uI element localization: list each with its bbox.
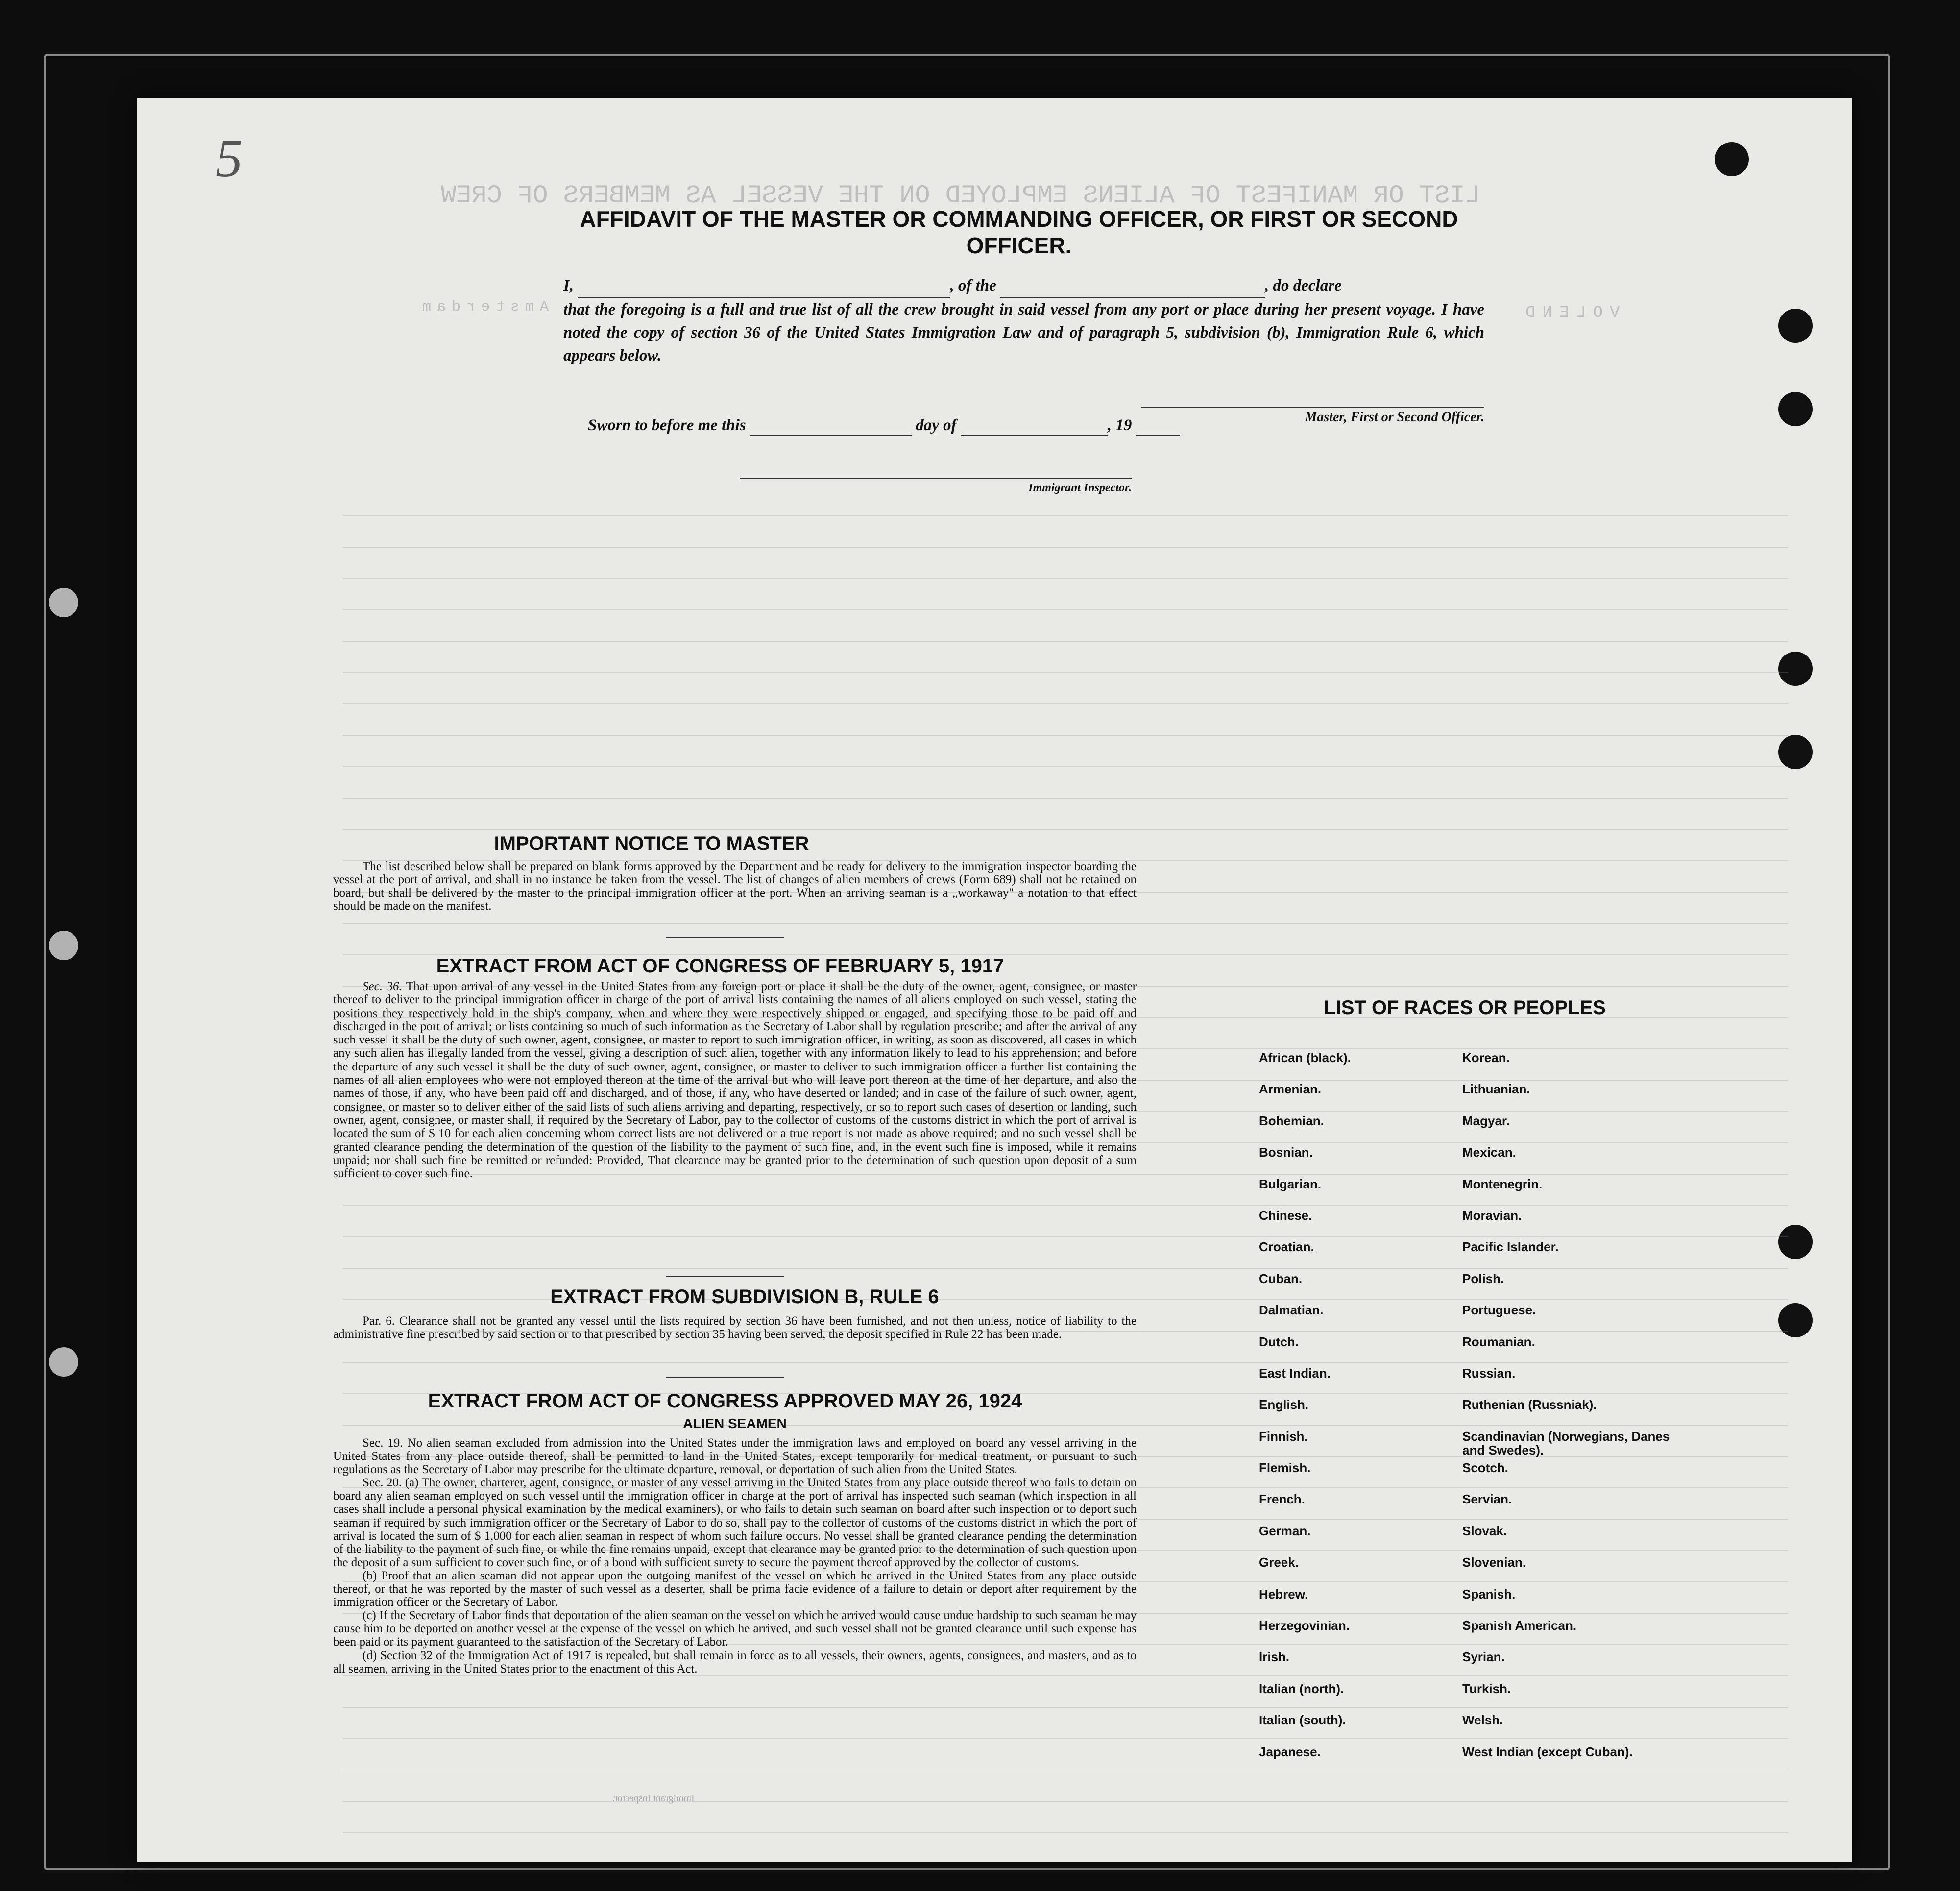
race-entry: Greek.	[1259, 1555, 1299, 1570]
race-entry: French.	[1259, 1492, 1305, 1507]
race-entry: Hebrew.	[1259, 1586, 1308, 1601]
affidavit-text	[563, 274, 1484, 367]
race-entry: Herzegovinian.	[1259, 1618, 1350, 1633]
extract-1924-paragraph: Sec. 19. No alien seaman excluded from admission into the United States under the immigration laws and employed on board any vessel arriving in the United States from any place outside thereof, shall be permitted to land in the United States, except temporarily for medical treatment, or pursuant to such regulations as the Secretary of Labor may prescribe for the ultimate departure, removal, or deportation of such alien from the United States.	[333, 1436, 1137, 1477]
race-entry: Italian (north).	[1259, 1681, 1344, 1696]
extract-1924-paragraph: (d) Section 32 of the Immigration Act of 1917 is repealed, but shall remain in force as to all vessels, their owners, agents, consignees, and masters, and as to all seamen, arriving in the United States prior to the enactment of this Act.	[333, 1649, 1137, 1675]
affidavit-body: that the foregoing is a full and true list of all the crew brought in said vessel from any port or place during her present voyage. I have noted the copy of section 36 of the United States Immigration Law and of paragraph 5, subdivision (b), Immigration Rule 6, which appears below.	[563, 301, 1484, 364]
signature-caption: Master, First or Second Officer.	[1141, 407, 1484, 425]
race-entry: Ruthenian (Russniak).	[1462, 1397, 1597, 1412]
affidavit-title: AFFIDAVIT OF THE MASTER OR COMMANDING OFFICER, OR FIRST OR SECOND OFFICER.	[580, 206, 1458, 258]
punch-hole	[1778, 309, 1813, 343]
race-entry: Slovenian.	[1462, 1555, 1526, 1570]
race-entry: Japanese.	[1259, 1744, 1321, 1759]
extract-rule6-title: EXTRACT FROM SUBDIVISION B, RULE 6	[550, 1286, 939, 1308]
race-entry: Moravian.	[1462, 1208, 1522, 1223]
race-entry: Flemish.	[1259, 1460, 1311, 1476]
divider	[666, 937, 784, 938]
extract-1924-body	[333, 1436, 1137, 1675]
extract-rule6-body: Par. 6. Clearance shall not be granted any vessel until the lists required by section 36 have been furnished, and not then unless, notice of liability to the administrative fine prescribed by said section or to that prescribed by section 35 having been served, the deposit specified in Rule 22 has been made.	[333, 1314, 1137, 1341]
extract-1924-paragraph: (c) If the Secretary of Labor finds that deportation of the alien seaman on the vessel on which he arrived would cause undue hardship to such seaman he may cause him to be deported on another vessel at the expense of the vessel on which he arrived, and such vessel shall not be granted clearance until such expense has been paid or its payment guaranteed to the satisfaction of the Secretary of Labor.	[333, 1609, 1137, 1649]
divider	[666, 1377, 784, 1378]
race-entry: Lithuanian.	[1462, 1082, 1530, 1097]
races-column-left	[1259, 1051, 1475, 1776]
race-entry: German.	[1259, 1523, 1311, 1538]
race-entry: Bosnian.	[1259, 1145, 1313, 1160]
bleed-through-vessel: VOLEND	[1519, 304, 1620, 322]
race-entry: East Indian.	[1259, 1365, 1331, 1381]
race-entry: Pacific Islander.	[1462, 1239, 1559, 1255]
race-entry: Russian.	[1462, 1365, 1516, 1381]
races-title: LIST OF RACES OR PEOPLES	[1324, 997, 1606, 1018]
race-entry: Polish.	[1462, 1271, 1504, 1286]
affidavit-declarant: I,	[563, 277, 574, 294]
binder-hole	[49, 931, 78, 960]
race-entry: Korean.	[1462, 1050, 1510, 1065]
race-entry: Spanish American.	[1462, 1618, 1577, 1633]
races-column-right	[1462, 1051, 1678, 1776]
extract-1924-paragraph: (b) Proof that an alien seaman did not appear upon the outgoing manifest of the vessel on which he arrived in the United States from any place outside thereof, or that he was reported by the master of such vessel as a deserter, shall be prima facie evidence of a failure to detain or deport after requirement by the immigration officer or the Secretary of Labor.	[333, 1569, 1137, 1609]
race-entry: West Indian (except Cuban).	[1462, 1744, 1633, 1759]
race-entry: Dutch.	[1259, 1334, 1299, 1349]
race-entry: Servian.	[1462, 1492, 1512, 1507]
race-entry: Chinese.	[1259, 1208, 1312, 1223]
race-entry: Armenian.	[1259, 1082, 1322, 1097]
extract-1917-section: Sec. 36.	[363, 980, 402, 993]
extract-1924-paragraph: Sec. 20. (a) The owner, charterer, agent, consignee, or master of any vessel arriving in the United States from any place outside thereof who fails to detain on board any alien seaman employed on such vessel until the immigration officer in charge at the port of arrival has inspected such seaman (which inspection in all cases shall include a personal physical examination by the medical examiners), or who fails to detain such seaman on board after such inspection or to deport such seaman if required by such immigration officer or the Secretary of Labor to do so, shall pay to the collector of customs of the customs district in which the port of arrival is located the sum of $ 1,000 for each alien seaman in respect of whom such failure occurs. No vessel shall be granted clearance pending the determination of the liability to the payment of such fine, or while the fine remains unpaid, except that clearance may be granted prior to the determination of such question upon the deposit of a sum sufficient to cover such fine, or of a bond with sufficient surety to secure the payment thereof approved by the collector of customs.	[333, 1476, 1137, 1569]
extract-1917-title: EXTRACT FROM ACT OF CONGRESS OF FEBRUARY 5, 1917	[436, 955, 1004, 977]
extract-1917-text: That upon arrival of any vessel in the United States from any foreign port or place it shall be the duty of the owner, agent, consignee, or master thereof to deliver to the principal immigration officer in charge of the port of arrival lists containing the names of all aliens employed on such vessel, stating the positions they respectively hold in the ship's company, when and where they were respectively shipped or engaged, and specifying those to be paid off and discharged in the port of arrival; or lists containing so much of such information as the Secretary of Labor shall by regulation prescribe; and after the arrival of any such vessel it shall be the duty of such owner, agent, consignee, or master to report to such immigration officer, in writing, as soon as discovered, all cases in which any such alien has illegally landed from the vessel, giving a description of such alien, together with any information likely to lead to his apprehension; and before the departure of any such vessel it shall be the duty of such owner, agent, consignee, or master to deliver to such immigration officer a further list containing the names of all alien employees who were not employed thereon at the time of the arrival but who will leave port thereon at the time of her departure, and also the names of those, if any, who have been paid off and discharged, and of those, if any, who have deserted or landed; and in case of the failure of such owner, agent, consignee, or master so to deliver either of the said lists of such aliens arriving and departing, respectively, or so to report such cases of desertion or landing, such owner, agent, consignee, or master shall, if required by the Secretary of Labor, pay to the collector of customs of the customs district in which the port of arrival is located the sum of $ 10 for each alien concerning whom correct lists are not delivered or a true report is not made as above required; and no such vessel shall be granted clearance pending the determination of the question of the liability to the payment of such fine, and, in the event such fine is imposed, while it remains unpaid; nor shall such fine be remitted or refunded: Provided, That clearance may be granted prior to the determination of such question upon deposit of a sum sufficient to cover such fine.	[333, 980, 1137, 1181]
bleed-through-port: Amsterdam	[416, 299, 549, 315]
race-entry: Scotch.	[1462, 1460, 1508, 1476]
race-entry: Portuguese.	[1462, 1303, 1536, 1318]
race-entry: Slovak.	[1462, 1523, 1507, 1538]
divider	[666, 1276, 784, 1277]
race-entry: Welsh.	[1462, 1713, 1503, 1728]
binder-hole	[49, 1347, 78, 1377]
binder-hole	[49, 588, 78, 617]
race-entry: African (black).	[1259, 1050, 1351, 1065]
race-entry: Bulgarian.	[1259, 1176, 1322, 1191]
affidavit-of-the: , of the	[950, 277, 996, 294]
inspector-caption: Immigrant Inspector.	[740, 478, 1132, 495]
sworn-year: , 19	[1107, 416, 1132, 434]
race-entry: Roumanian.	[1462, 1334, 1535, 1349]
sworn-line	[588, 416, 1180, 436]
race-entry: Cuban.	[1259, 1271, 1303, 1286]
race-entry: Mexican.	[1462, 1145, 1516, 1160]
bleed-through-title: LIST OR MANIFEST OF ALIENS EMPLOYED ON THE VESSEL AS MEMBERS OF CREW	[441, 181, 1480, 210]
extract-1917-body	[333, 980, 1137, 1180]
race-entry: Croatian.	[1259, 1239, 1314, 1255]
notice-title: IMPORTANT NOTICE TO MASTER	[494, 833, 809, 854]
bleed-through-footer: Immigrant Inspector.	[612, 1793, 695, 1804]
extract-1924-subtitle: ALIEN SEAMEN	[683, 1416, 787, 1431]
race-entry: Magyar.	[1462, 1113, 1510, 1128]
notice-body: The list described below shall be prepared on blank forms approved by the Department and be ready for delivery to the immigration inspector boarding the vessel at the port of arrival, and shall in no instance be taken from the vessel. The list of changes of alien members of crews (Form 689) shall not be retained on board, but shall be delivered by the master to the principal immigration officer at the port. When an arriving seaman is a „workaway" a notation to that effect should be made on the manifest.	[333, 860, 1137, 913]
punch-hole	[1715, 142, 1749, 176]
race-entry: Syrian.	[1462, 1649, 1505, 1665]
race-entry: Spanish.	[1462, 1586, 1516, 1601]
race-entry: Italian (south).	[1259, 1713, 1346, 1728]
sworn-day: day of	[916, 416, 957, 434]
race-entry: Turkish.	[1462, 1681, 1511, 1696]
race-entry: English.	[1259, 1397, 1309, 1412]
race-entry: Montenegrin.	[1462, 1176, 1543, 1191]
extract-1924-title: EXTRACT FROM ACT OF CONGRESS APPROVED MAY 26, 1924	[428, 1390, 1022, 1412]
sworn-text: Sworn to before me this	[588, 416, 746, 434]
race-entry: Scandinavian (Norwegians, Danes and Swedes).	[1462, 1429, 1670, 1457]
punch-hole	[1778, 392, 1813, 426]
race-entry: Dalmatian.	[1259, 1303, 1324, 1318]
sheet-number-mark: 5	[216, 128, 242, 188]
affidavit-declare: , do declare	[1265, 277, 1342, 294]
race-entry: Finnish.	[1259, 1429, 1308, 1444]
race-entry: Bohemian.	[1259, 1113, 1324, 1128]
race-entry: Irish.	[1259, 1649, 1290, 1665]
